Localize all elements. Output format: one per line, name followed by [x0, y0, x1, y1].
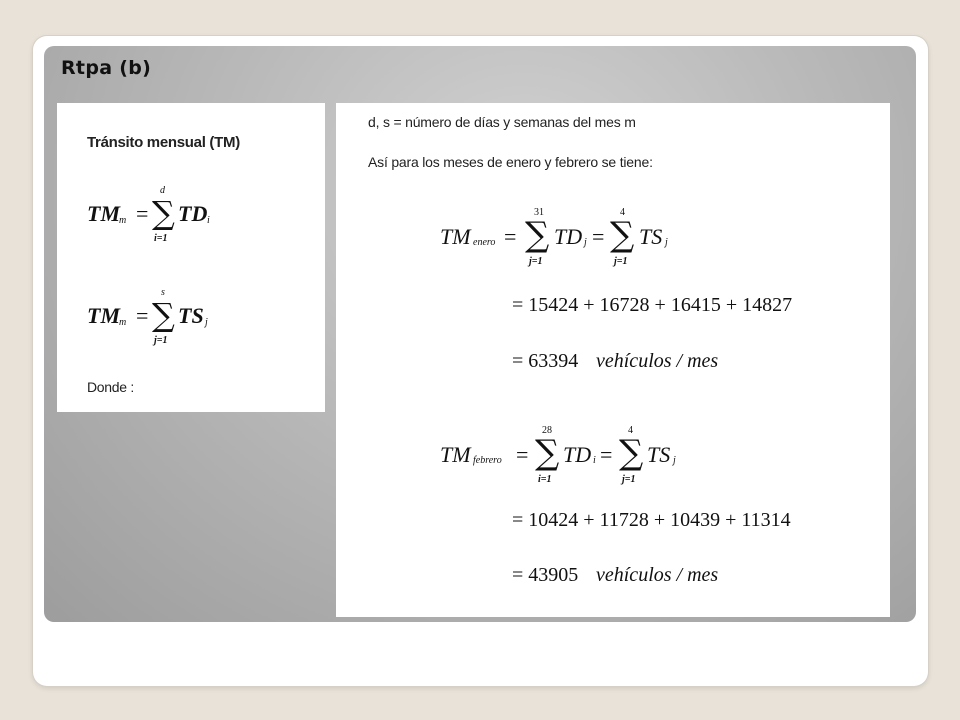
donde-label: Donde : [87, 379, 134, 395]
febrero-sum1-term-sub: i [593, 455, 596, 466]
enero-lhs: TM [440, 224, 471, 249]
f1-lower-limit: i=1 [154, 233, 168, 244]
febrero-sum2-upper: 4 [628, 425, 633, 436]
f2-term: TS [178, 303, 204, 328]
formula-box-left [57, 103, 325, 412]
formula-box-right [336, 103, 890, 617]
febrero-equals-1: = [516, 442, 529, 467]
f2-lower-limit: j=1 [154, 335, 168, 346]
f2-equals: = [136, 303, 149, 328]
f1-upper-limit: d [160, 185, 165, 196]
febrero-lhs: TM [440, 442, 471, 467]
febrero-sum2-sigma: ∑ [619, 433, 644, 473]
f2-lhs-sub: m [119, 317, 127, 328]
f2-sigma: ∑ [152, 296, 175, 334]
enero-equals-2: = [592, 224, 605, 249]
f2-lhs: TM [87, 303, 120, 328]
enero-lhs-sub: enero [473, 237, 496, 248]
enero-sum1-sigma: ∑ [525, 215, 550, 255]
febrero-sum2-term-sub: j [673, 455, 676, 466]
f1-lhs: TM [87, 201, 120, 226]
enero-result-unit: vehículos / mes [596, 350, 719, 372]
febrero-sum1-sigma: ∑ [535, 433, 560, 473]
f1-term: TD [178, 201, 208, 226]
enero-sum2-sigma: ∑ [610, 215, 635, 255]
heading-transito-mensual: Tránsito mensual (TM) [87, 134, 240, 151]
febrero-sum1-term: TD [563, 442, 592, 467]
febrero-sum2-term: TS [647, 442, 671, 467]
enero-sum2-term: TS [639, 224, 663, 249]
f1-equals: = [136, 201, 149, 226]
febrero-sum-line: = 10424 + 11728 + 10439 + 11314 [512, 509, 791, 531]
febrero-sum2-lower: j=1 [622, 474, 636, 485]
enero-sum2-lower: j=1 [614, 256, 628, 267]
f1-sigma: ∑ [152, 194, 175, 232]
f1-term-sub: i [207, 215, 210, 226]
enero-sum-line: = 15424 + 16728 + 16415 + 14827 [512, 294, 793, 316]
febrero-lhs-sub: febrero [473, 455, 502, 466]
f2-term-sub: j [205, 317, 208, 328]
slide-title: Rtpa (b) [61, 57, 152, 79]
enero-result-number: = 63394 [512, 350, 579, 372]
febrero-sum1-lower: i=1 [538, 474, 552, 485]
enero-sum1-term: TD [554, 224, 583, 249]
febrero-result-unit: vehículos / mes [596, 564, 719, 586]
f2-upper-limit: s [161, 287, 165, 298]
enero-equals-1: = [504, 224, 517, 249]
enero-sum2-term-sub: j [665, 237, 668, 248]
intro-line: Así para los meses de enero y febrero se tiene: [368, 154, 653, 170]
febrero-sum1-upper: 28 [542, 425, 552, 436]
enero-sum1-lower: j=1 [529, 256, 543, 267]
febrero-result-number: = 43905 [512, 564, 579, 586]
definition-line: d, s = número de días y semanas del mes m [368, 114, 636, 130]
febrero-equals-2: = [600, 442, 613, 467]
enero-sum1-upper: 31 [534, 207, 544, 218]
enero-sum2-upper: 4 [620, 207, 625, 218]
enero-sum1-term-sub: j [584, 237, 587, 248]
f1-lhs-sub: m [119, 215, 127, 226]
